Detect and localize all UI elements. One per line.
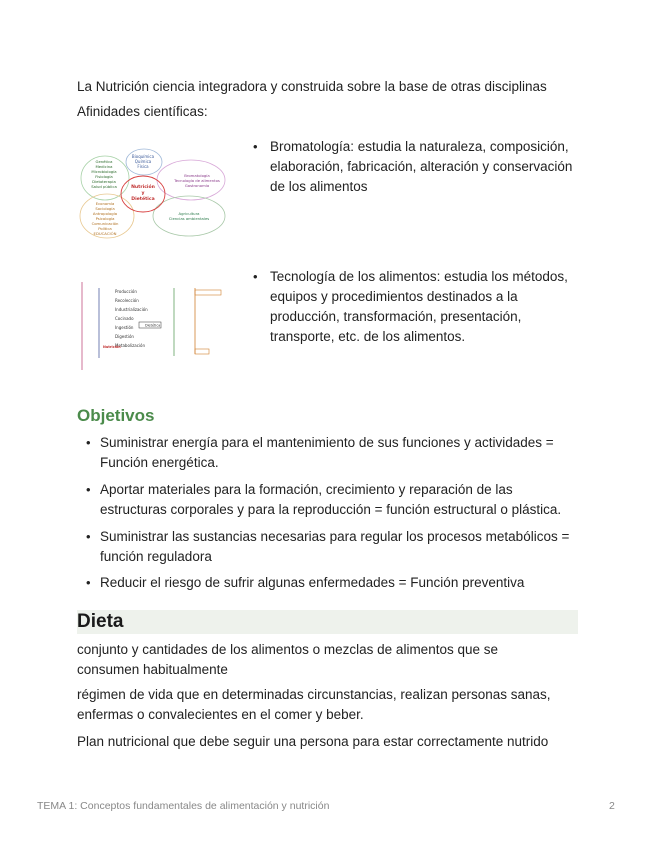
objective-item: [86, 433, 576, 473]
step-6: Digestión: [115, 334, 134, 339]
diagram-top-box: [195, 290, 221, 295]
label-dietetica: Dietética: [145, 323, 161, 328]
bottom-left-line-6: Política: [98, 226, 112, 231]
center-line-2: y: [141, 191, 145, 196]
top-line-2: Química: [134, 159, 152, 164]
dieta-paragraph: conjunto y cantidades de los alimentos o mezclas de alimentos que se consumen habitualmente: [77, 642, 498, 677]
dieta-paragraph: Plan nutricional que debe seguir una persona para estar correctamente nutrido: [77, 734, 549, 749]
food-chain-diagram: [77, 280, 227, 372]
right-line-2: Tecnología de alimentos: [174, 178, 220, 183]
left-line-4: Fisiología: [95, 174, 113, 179]
bullet-dot: •: [253, 269, 258, 284]
dieta-heading: Dieta: [77, 610, 578, 634]
step-4: Cocinado: [115, 316, 134, 321]
intro-line: La Nutrición ciencia integradora y construida sobre la base de otras disciplinas: [77, 79, 547, 94]
step-1: Producción: [115, 289, 137, 294]
step-3: Industrialización: [115, 307, 148, 312]
bullet-tecnologia: [253, 267, 583, 347]
bottom-left-line-5: Comunicación: [91, 221, 119, 226]
right-line-1: Bromatología: [184, 173, 210, 178]
bullet-bromatologia: [253, 137, 583, 197]
top-line-3: Física: [137, 164, 149, 169]
bottom-left-line-7: EDUCACIÓN: [93, 231, 117, 236]
objective-item: [86, 527, 576, 567]
disciplines-diagram: [77, 148, 227, 240]
dieta-paragraph: régimen de vida que en determinadas circunstancias, realizan personas sanas, enfermas o convalecientes en el comer y beber.: [77, 687, 551, 722]
objective-text: Aportar materiales para la formación, crecimiento y reparación de las estructuras corporales y para la reproducción = función estructural o plástica.: [100, 482, 562, 517]
bullet-text: Tecnología de los alimentos: estudia los métodos, equipos y procedimientos destinados a la producción, transformación, presentación, transporte, etc. de los alimentos.: [270, 269, 568, 344]
bottom-left-line-4: Psicología: [95, 216, 115, 221]
step-2: Recolección: [115, 298, 139, 303]
bullet-dot: •: [86, 482, 91, 497]
left-line-1: Genética: [95, 159, 113, 164]
bottom-right-line-2: Ciencias ambientales: [168, 216, 210, 221]
right-line-3: Gastronomía: [184, 183, 210, 188]
objective-text: Suministrar las sustancias necesarias para regular los procesos metabólicos = función reguladora: [100, 529, 570, 564]
left-line-3: Microbiología: [91, 169, 117, 174]
left-line-5: Dietoterapia: [92, 179, 116, 184]
objective-text: Suministrar energía para el mantenimiento de sus funciones y actividades = Función energética.: [100, 435, 554, 470]
label-nutricion: Nutrición: [103, 345, 121, 349]
bottom-left-line-1: Economía: [95, 201, 115, 206]
bullet-dot: •: [86, 529, 91, 544]
step-7: Metabolización: [115, 343, 145, 348]
left-line-2: Medicina: [95, 164, 113, 169]
objectives-heading: Objetivos: [77, 406, 155, 425]
bottom-left-line-3: Antropología: [92, 211, 118, 216]
top-line-1: Bioquímica: [131, 154, 155, 159]
objective-text: Reducir el riesgo de sufrir algunas enfermedades = Función preventiva: [100, 575, 525, 590]
footer-title: TEMA 1: Conceptos fundamentales de alimentación y nutrición: [37, 800, 330, 812]
bottom-left-line-2: Sociología: [95, 206, 115, 211]
center-line-1: Nutrición: [131, 185, 155, 190]
step-5: Ingestión: [115, 325, 134, 330]
bottom-right-line-1: Agricultura: [178, 211, 200, 216]
page-number: 2: [609, 800, 615, 812]
objective-item: [86, 480, 576, 520]
center-line-3: Dietética: [131, 197, 155, 202]
bullet-dot: •: [86, 575, 91, 590]
bullet-text: Bromatología: estudia la naturaleza, composición, elaboración, fabricación, alteración y conservación de los alimentos: [270, 139, 573, 194]
bullet-dot: •: [253, 139, 258, 154]
objective-item: [86, 573, 576, 593]
affinities-label: Afinidades científicas:: [77, 104, 208, 119]
diagram-bottom-box: [195, 349, 209, 354]
left-line-6: Salud pública: [91, 184, 117, 189]
bullet-dot: •: [86, 435, 91, 450]
